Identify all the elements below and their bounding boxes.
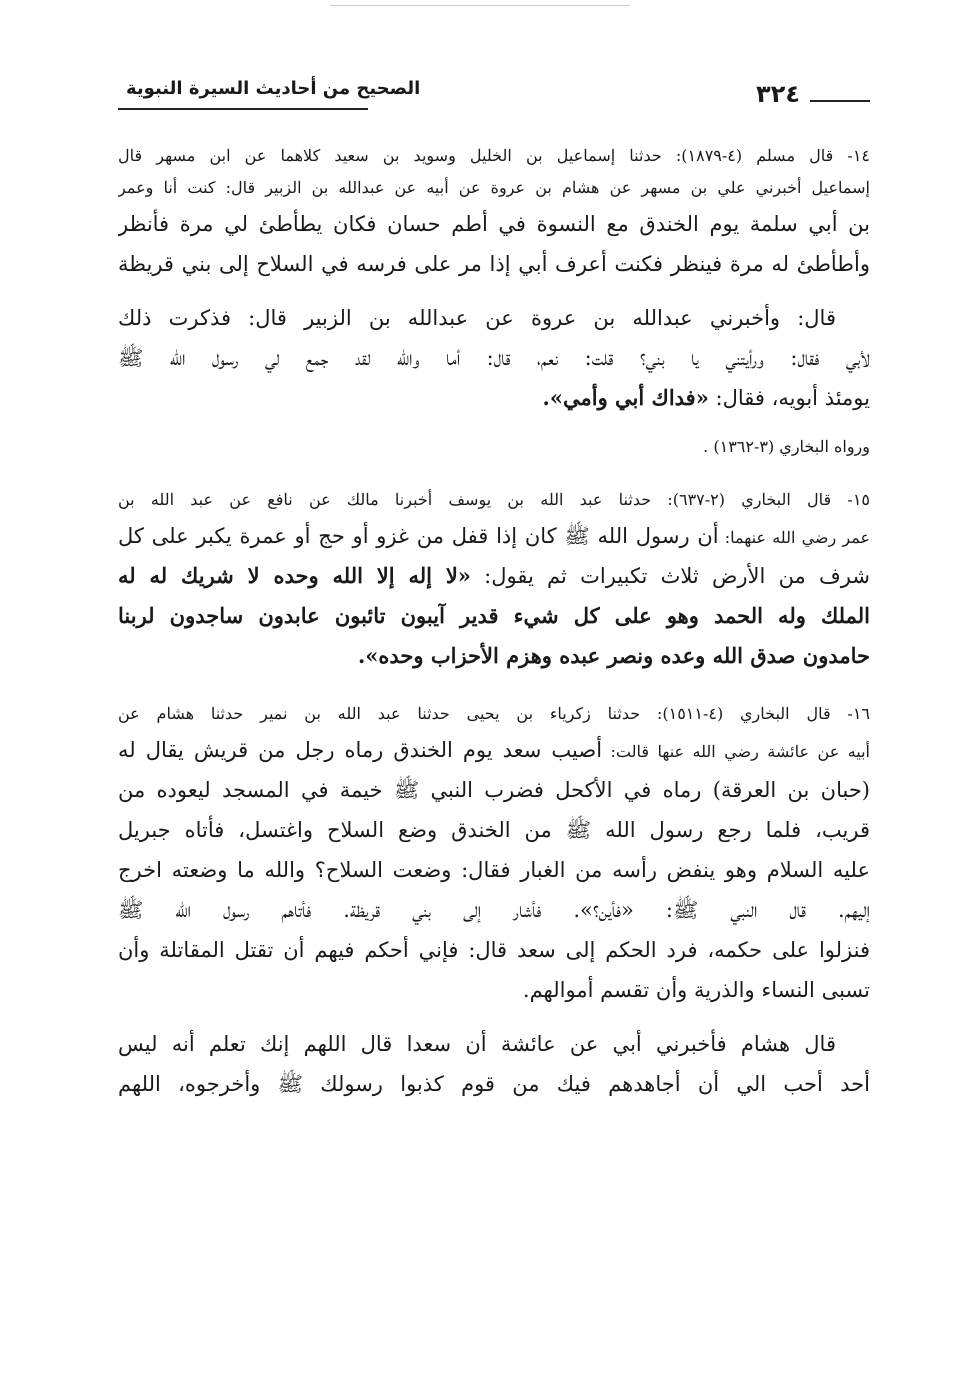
hadith15-line3 (118, 556, 870, 596)
hadith16-line4: قريب، فلما رجع رسول الله ﷺ من الخندق وضع السلاح واغتسل، فأتاه جبريل (118, 818, 870, 842)
hadith16-line7: فنزلوا على حكمه، فرد الحكم إلى سعد قال: فإني أحكم فيهم أن تقتل المقاتلة وأن (118, 938, 870, 962)
hadith16-line5: عليه السلام وهو ينفض رأسه من الغبار فقال: وضعت السلاح؟ والله ما وضعته اخرج (118, 858, 870, 882)
title-underline (118, 108, 368, 110)
page-header (118, 74, 870, 114)
hadith16-para2-line2: أحد أحب الي أن أجاهدهم فيك من قوم كذبوا رسولك ﷺ وأخرجوه، اللهم (118, 1072, 870, 1096)
hadith14-para2-line3-prefix: يومئذ أبويه، فقال: (708, 386, 870, 410)
hadith15-line5: حامدون صدق الله وعده ونصر عبده وهزم الأحزاب وحده». (357, 643, 870, 668)
hadith15-isnad-line1: ١٥- قال البخاري (٢-٦٣٧): حدثنا عبد الله بن يوسف أخبرنا مالك عن نافع عن عبد الله بن (118, 490, 870, 509)
hadith15-line4: الملك وله الحمد وهو على كل شيء قدير آيبون تائبون عابدون ساجدون لربنا (118, 603, 870, 628)
hadith16-para2-line1: قال هشام فأخبرني أبي عن عائشة أن سعدا قال اللهم إنك تعلم أنه ليس (118, 1032, 836, 1056)
running-title: الصحيح من أحاديث السيرة النبوية (126, 78, 421, 99)
page-number: ٣٢٤ (756, 80, 800, 108)
hadith14-quote: «فداك أبي وأمي». (542, 385, 709, 410)
hadith14-source-note: ورواه البخاري (٣-١٣٦٢) . (703, 437, 870, 456)
hadith14-para2-line1: قال: وأخبرني عبدالله بن عروة عن عبدالله بن الزبير قال: فذكرت ذلك (118, 306, 836, 330)
hadith15-line3-plain: شرف من الأرض ثلاث تكبيرات ثم يقول: (470, 564, 870, 588)
top-rule (330, 5, 630, 6)
hadith16-line3: (حبان بن العرقة) رماه في الأكحل فضرب النبي ﷺ خيمة في المسجد ليعوده من (118, 778, 870, 802)
hadith16-line2 (118, 730, 870, 770)
hadith14-isnad-line2: إسماعيل أخبرني علي بن مسهر عن هشام بن عروة عن أبيه عن عبدالله بن الزبير قال: كنت أنا وعمر (118, 178, 870, 197)
hadith14-para2-line2: لأبي فقال: ورأيتني يا بني؟ قلت: نعم، قال: أما والله لقد جمع لي رسول الله ﷺ (118, 346, 870, 370)
hadith14-isnad-line1: ١٤- قال مسلم (٤-١٨٧٩): حدثنا إسماعيل بن الخليل وسويد بن سعيد كلاهما عن ابن مسهر قال (118, 146, 870, 165)
hadith16-line6: إليهم. قال النبي ﷺ: «فأين؟». فأشار إلى بني قريظة. فأتاهم رسول الله ﷺ (118, 898, 870, 922)
hadith16-line8: تسبى النساء والذرية وأن تقسم أموالهم. (522, 978, 870, 1002)
hadith15-line2-main: أن رسول الله ﷺ كان إذا قفل من غزو أو حج أو عمرة يكبر على كل (118, 524, 719, 548)
hadith15-line3-bold: «لا إله إلا الله وحده لا شريك له له (118, 563, 471, 588)
hadith14-para2-line3 (118, 378, 870, 418)
page-content (118, 140, 870, 1104)
hadith14-matn-line2: وأطأطئ له مرة فينظر فكنت أعرف أبي إذا مر على فرسه في السلاح إلى بني قريظة (118, 252, 870, 276)
hadith15-line2-prefix: عمر رضي الله عنهما: (718, 528, 870, 547)
header-rule (810, 100, 870, 102)
hadith15-line2 (118, 516, 870, 556)
hadith16-isnad-line1: ١٦- قال البخاري (٤-١٥١١): حدثنا زكرياء بن يحيى حدثنا عبد الله بن نمير حدثنا هشام عن (118, 704, 870, 723)
hadith14-matn-line1: بن أبي سلمة يوم الخندق مع النسوة في أطم حسان فكان يطأطئ لي مرة فأنظر (118, 212, 870, 236)
hadith16-line2-prefix: أبيه عن عائشة رضي الله عنها قالت: (602, 742, 870, 761)
hadith16-line2-main: أصيب سعد يوم الخندق رماه رجل من قريش يقال له (118, 738, 603, 762)
